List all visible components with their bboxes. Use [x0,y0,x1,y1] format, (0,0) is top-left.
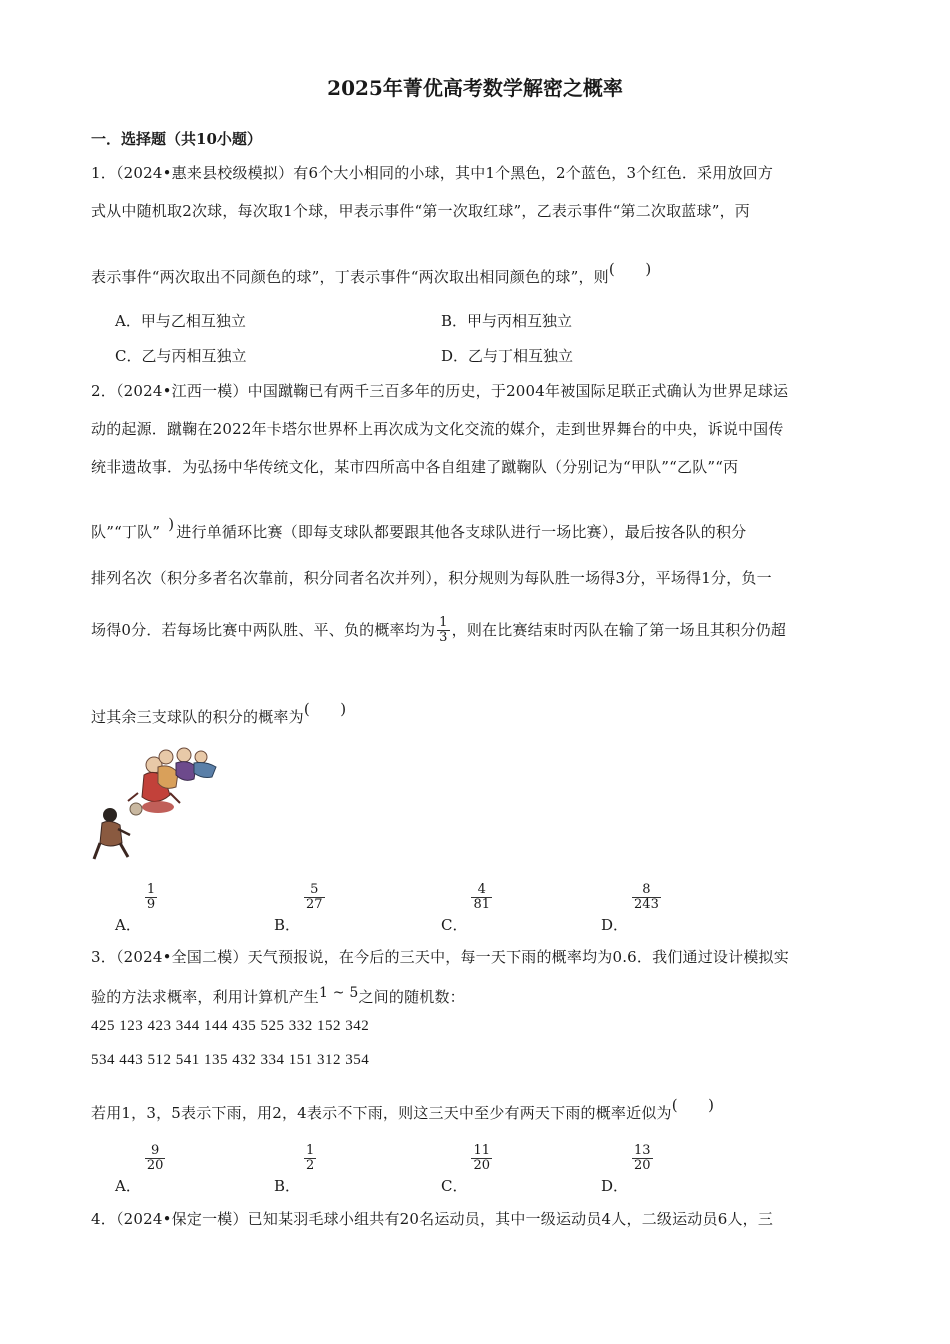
cuju-illustration [88,745,228,865]
option-label: D． [601,915,629,934]
frac-denominator: 243 [634,897,659,913]
frac-denominator: 27 [306,897,323,913]
frac-denominator: 3 [439,630,448,646]
q1-option-c: C．乙与丙相互独立 [115,347,247,365]
q2-line-7-text: 过其余三支球队的积分的概率为 [91,708,304,726]
frac-numerator: 13 [634,1143,651,1158]
option-fraction [632,883,661,913]
option-label: A． [115,1176,141,1195]
q3-option-d [601,1143,653,1195]
frac-numerator: 1 [306,1143,315,1158]
option-fraction [471,883,492,913]
option-label: D． [601,1176,629,1195]
option-label: B． [274,915,301,934]
q2-line-7 [91,700,347,727]
q1-option-d: D．乙与丁相互独立 [441,347,574,365]
option-label: A． [115,915,141,934]
frac-numerator: 11 [473,1143,491,1158]
fraction-one-third [437,616,449,646]
q3-option-b [274,1143,316,1195]
option-fraction [632,1144,653,1174]
option-fraction [304,1144,316,1174]
q3-line-2 [91,986,465,1007]
q2-line-6 [91,616,786,646]
section-heading: 一．选择题（共10小题） [91,130,262,148]
q3-line-3 [91,1096,715,1123]
q3-option-c [441,1143,492,1195]
frac-numerator: 1 [146,882,156,897]
q1-line-1: 1．（2024•惠来县校级模拟）有6个大小相同的小球，其中1个黑色，2个蓝色，3个红色．采用放回方 [91,164,774,182]
q2-line-5: 排列名次（积分多者名次靠前，积分同者名次并列），积分规则为每队胜一场得3分，平场得1分，负一 [91,569,772,587]
option-label: C． [441,915,468,934]
random-numbers-row-2: 534 443 512 541 135 432 334 151 312 354 [91,1052,370,1068]
frac-denominator: 20 [146,1158,164,1174]
frac-numerator: 1 [439,615,448,630]
kicker-figure [94,808,130,859]
q1-line-3 [91,260,652,287]
q2-option-c [441,882,492,934]
q3-line-1: 3．（2024•全国二模）天气预报说，在今后的三天中，每一天下雨的概率均为0.6．我们通过设计模拟实 [91,948,789,966]
q3-line-2-start: 验的方法求概率，利用计算机产生 [91,988,320,1006]
q2-line-2: 动的起源．蹴鞠在2022年卡塔尔世界杯上再次成为文化交流的媒介，走到世界舞台的中央，诉说中国传 [91,420,784,438]
q2-line-4 [91,515,747,542]
q2-line-4-end: 进行单循环比赛（即每支球队都要跟其他各支球队进行一场比赛），最后按各队的积分 [176,523,747,541]
page-title: 2025年菁优高考数学解密之概率 [327,76,623,100]
q1-line-3-text: 表示事件“两次取出不同颜色的球”，丁表示事件“两次取出相同颜色的球”，则 [91,268,609,286]
option-label: B． [274,1176,301,1195]
right-paren: ) [168,515,175,533]
answer-paren: ( ) [608,260,652,278]
frac-numerator: 5 [310,882,319,897]
q3-line-3-text: 若用1，3，5表示下雨，用2，4表示不下雨，则这三天中至少有两天下雨的概率近似为 [91,1104,672,1122]
option-fraction [304,883,325,913]
q1-option-b: B．甲与丙相互独立 [441,312,573,330]
q1-line-2: 式从中随机取2次球，每次取1个球，甲表示事件“第一次取红球”，乙表示事件“第二次取蓝球”，丙 [91,202,750,220]
q1-option-a: A．甲与乙相互独立 [115,312,246,330]
frac-denominator: 9 [146,897,156,913]
frac-numerator: 9 [150,1143,160,1158]
frac-numerator: 8 [642,882,651,897]
players-group [128,748,216,813]
q2-option-b [274,882,325,934]
option-fraction [145,883,157,913]
frac-denominator: 2 [306,1158,315,1174]
answer-paren: ( ) [303,700,347,718]
range-expression: 1 ~ 5 [319,985,359,1001]
q2-option-d [601,882,661,934]
q2-line-6-end: ，则在比赛结束时丙队在输了第一场且其积分仍超 [451,620,787,639]
ball-icon [130,803,142,815]
random-numbers-row-1: 425 123 423 344 144 435 525 332 152 342 [91,1018,370,1034]
answer-paren: ( ) [671,1096,715,1114]
option-label: C． [441,1176,468,1195]
q3-option-a [115,1143,165,1195]
option-fraction [471,1144,492,1174]
q2-line-1: 2．（2024•江西一模）中国蹴鞠已有两千三百多年的历史，于2004年被国际足联正式确认为世界足球运 [91,382,789,400]
q2-line-4-start: 队”“丁队” [91,523,161,541]
q4-line-1: 4．（2024•保定一模）已知某羽毛球小组共有20名运动员，其中一级运动员4人，二级运动员6人，三 [91,1210,774,1228]
frac-denominator: 20 [634,1158,651,1174]
q2-option-a [115,882,157,934]
frac-denominator: 81 [473,897,491,913]
q2-line-3: 统非遗故事．为弘扬中华传统文化，某市四所高中各自组建了蹴鞠队（分别记为“甲队”“乙队”“丙 [91,458,739,476]
frac-numerator: 4 [477,882,486,897]
frac-denominator: 20 [473,1158,491,1174]
option-fraction [145,1144,166,1174]
q2-line-6-start: 场得0分．若每场比赛中两队胜、平、负的概率均为 [91,620,436,639]
q3-line-2-end: 之间的随机数： [358,988,465,1006]
